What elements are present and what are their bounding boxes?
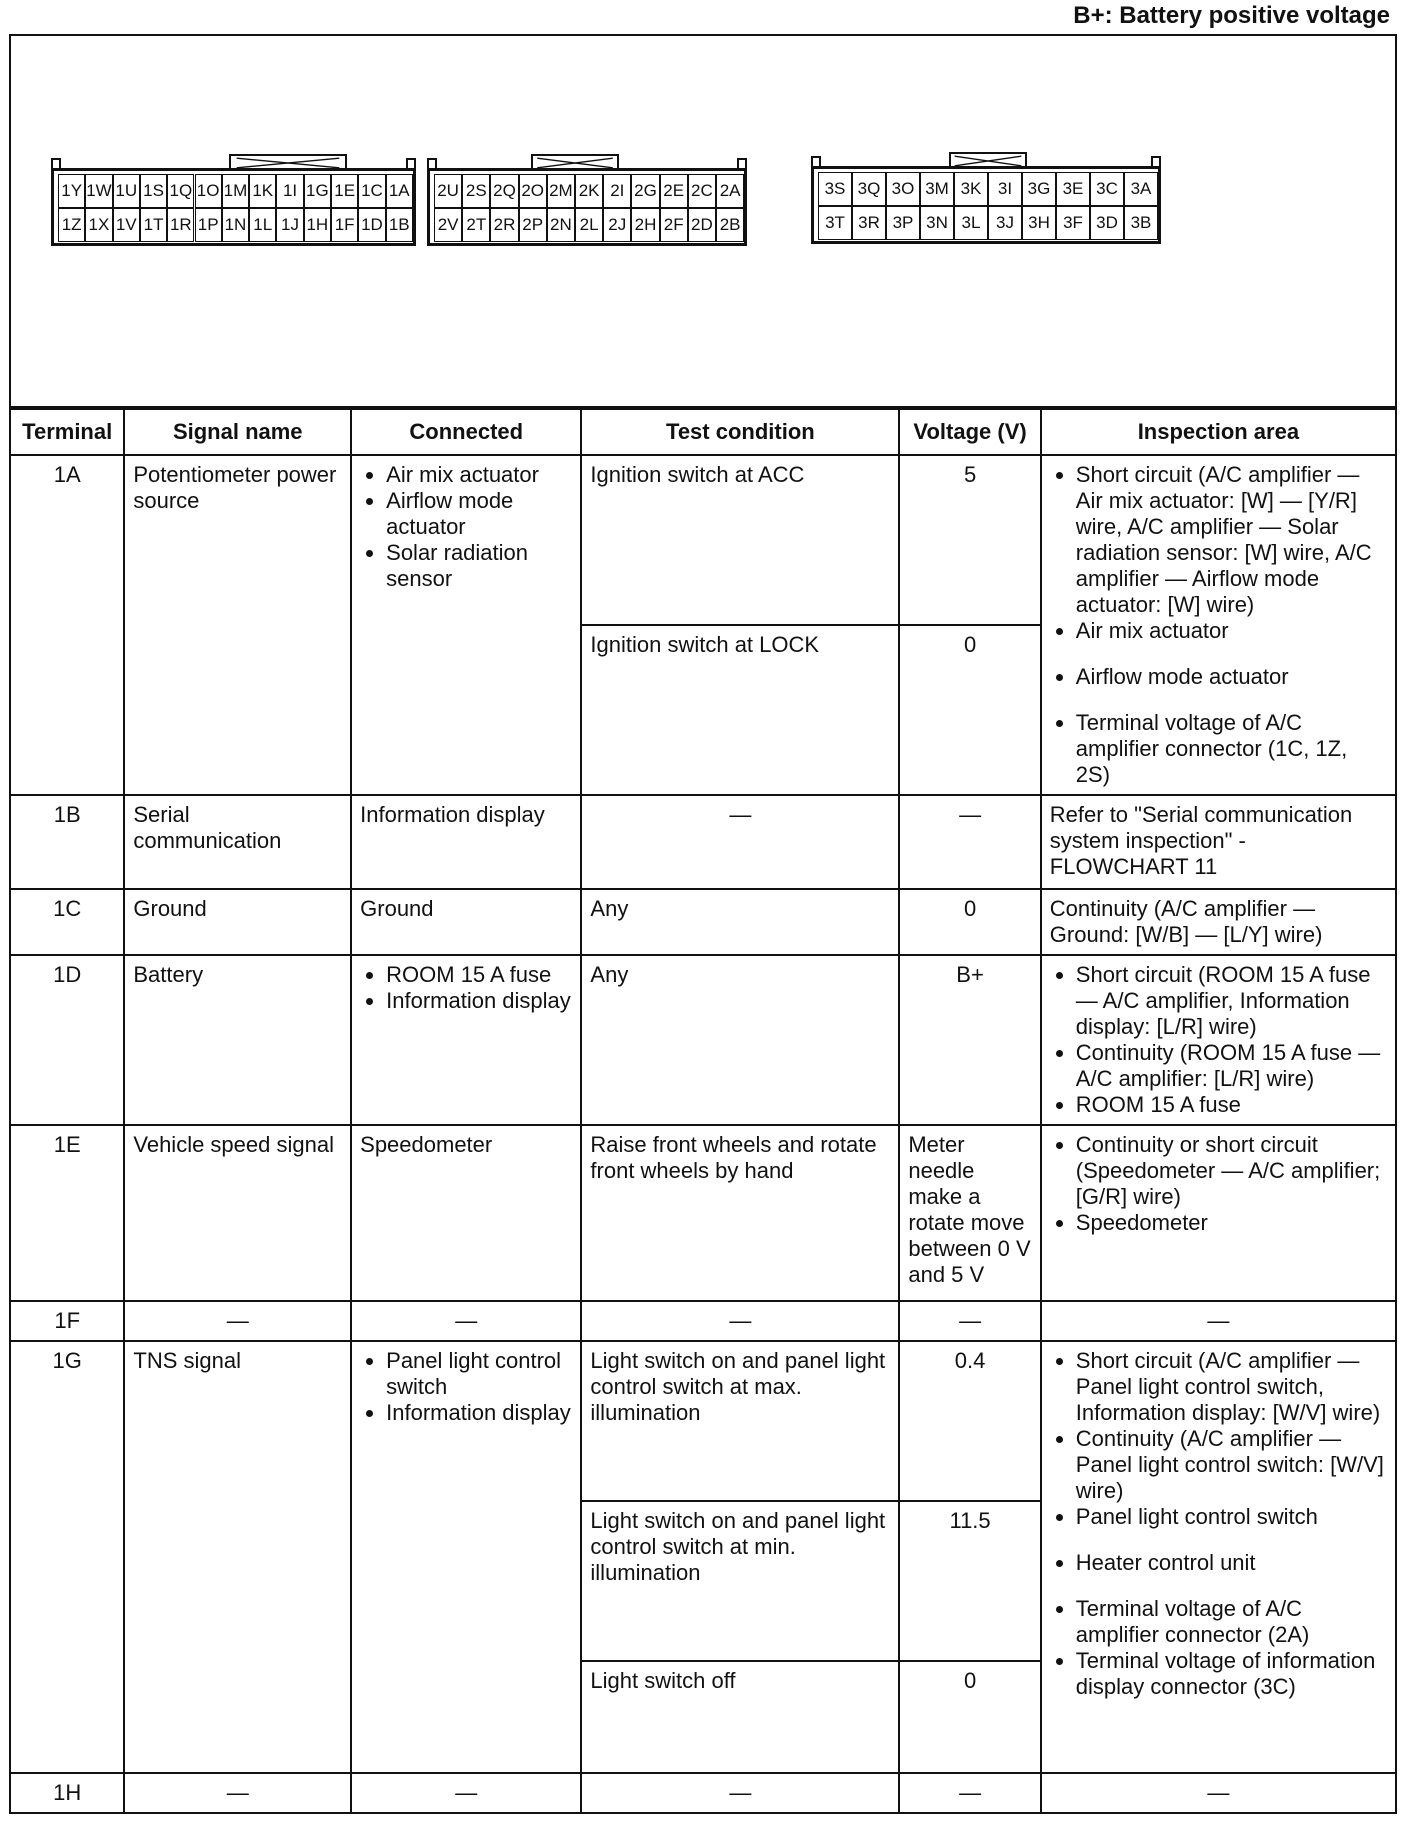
connector-pin: 2B: [716, 208, 744, 242]
list-item: • Heater control unit: [1076, 1550, 1387, 1576]
signal-cell: Potentiometer power source: [124, 455, 351, 795]
condition-cell: Light switch on and panel light control switch at max. illumination: [581, 1341, 899, 1501]
list-item: • Continuity (ROOM 15 A fuse — A/C amplifier: [L/R] wire): [1076, 1040, 1387, 1092]
connector-pin: 1M: [222, 174, 249, 208]
voltage-cell: 11.5: [899, 1501, 1040, 1661]
voltage-cell: —: [899, 1773, 1040, 1813]
inspection-cell: —: [1041, 1301, 1395, 1341]
connector-pin: 3H: [1022, 206, 1056, 240]
signal-cell: —: [124, 1301, 351, 1341]
list-item: • Airflow mode actuator: [386, 488, 572, 540]
connector-pin: 1K: [249, 174, 276, 208]
inspection-cell: —: [1041, 1773, 1395, 1813]
connector-pin: 1B: [386, 208, 413, 242]
connector-pin: 2N: [547, 208, 575, 242]
voltage-cell: B+: [899, 955, 1040, 1125]
terminal-cell: 1B: [11, 795, 124, 889]
condition-cell: Ignition switch at LOCK: [581, 625, 899, 795]
connector-pin: 3A: [1124, 172, 1158, 206]
connector-3: [811, 152, 1161, 244]
list-item: • Short circuit (A/C amplifier — Panel light control switch, Information display: [W/V] wire): [1076, 1348, 1387, 1426]
connector-pin: 2J: [603, 208, 631, 242]
table-header-row: [11, 409, 1395, 455]
connector-pin: 1A: [386, 174, 413, 208]
connector-pin: 2H: [631, 208, 659, 242]
voltage-cell: 0.4: [899, 1341, 1040, 1501]
condition-cell: Light switch on and panel light control switch at min. illumination: [581, 1501, 899, 1661]
inspection-cell: [1041, 955, 1395, 1125]
table-row: [11, 1125, 1395, 1301]
connected-cell: [351, 1341, 581, 1773]
connector-pin: 3Q: [852, 172, 886, 206]
inspection-cell: [1041, 455, 1395, 795]
header-note: B+: Battery positive voltage: [1073, 2, 1390, 29]
list-item: • Continuity (A/C amplifier — Panel light control switch: [W/V] wire): [1076, 1426, 1387, 1504]
list-item: • Airflow mode actuator: [1076, 664, 1387, 690]
connector-pin: 1T: [140, 208, 167, 242]
connector-pin: 2M: [547, 174, 575, 208]
signal-cell: —: [124, 1773, 351, 1813]
list-item: • Terminal voltage of A/C amplifier connector (2A): [1076, 1596, 1387, 1648]
connector-pin: 1J: [276, 208, 303, 242]
connector-pin: 2O: [519, 174, 547, 208]
connected-cell: [351, 955, 581, 1125]
terminal-cell: 1C: [11, 889, 124, 955]
condition-cell: —: [581, 795, 899, 889]
list-item: • Terminal voltage of A/C amplifier connector (1C, 1Z, 2S): [1076, 710, 1387, 788]
connector-pin: 3E: [1056, 172, 1090, 206]
connector-pin: 2L: [575, 208, 603, 242]
terminal-cell: 1D: [11, 955, 124, 1125]
header-voltage: Voltage (V): [899, 409, 1040, 455]
list-item: • Short circuit (ROOM 15 A fuse — A/C amplifier, Information display: [L/R] wire): [1076, 962, 1387, 1040]
connector-body: [811, 166, 1161, 244]
connector-pin: 1N: [222, 208, 249, 242]
list-item: • Panel light control switch: [386, 1348, 572, 1400]
connector-pin: 1U: [113, 174, 140, 208]
connector-pin: 3R: [852, 206, 886, 240]
connector-pin: 3D: [1090, 206, 1124, 240]
list-item: • ROOM 15 A fuse: [1076, 1092, 1387, 1118]
connector-pin: 1X: [85, 208, 112, 242]
connector-pin: 2E: [660, 174, 688, 208]
list-item: • Air mix actuator: [1076, 618, 1387, 644]
connector-pin: 1S: [140, 174, 167, 208]
list-item: • Terminal voltage of information display connector (3C): [1076, 1648, 1387, 1700]
connector-pin: 3N: [920, 206, 954, 240]
connector-pin: 1D: [358, 208, 385, 242]
inspection-cell: [1041, 1341, 1395, 1773]
header-signal-name: Signal name: [124, 409, 351, 455]
connected-cell: Speedometer: [351, 1125, 581, 1301]
voltage-cell: 0: [899, 1661, 1040, 1773]
connector-pin: 2A: [716, 174, 744, 208]
list-item: • Information display: [386, 1400, 572, 1426]
connector-pin: 1I: [276, 174, 303, 208]
connector-pin: 1H: [304, 208, 331, 242]
connector-pin: 1F: [331, 208, 358, 242]
connector-pin: 2U: [434, 174, 462, 208]
voltage-cell: —: [899, 1301, 1040, 1341]
connector-pin: 2Q: [490, 174, 518, 208]
connector-diagram: [11, 36, 1395, 408]
connector-pin: 3F: [1056, 206, 1090, 240]
list-item: • ROOM 15 A fuse: [386, 962, 572, 988]
connector-pin: 1O: [195, 174, 222, 208]
inspection-cell: Refer to "Serial communication system inspection" - FLOWCHART 11: [1041, 795, 1395, 889]
connector-pin: 2G: [631, 174, 659, 208]
condition-cell: —: [581, 1773, 899, 1813]
terminal-cell: 1F: [11, 1301, 124, 1341]
connected-cell: Ground: [351, 889, 581, 955]
table-row: [11, 455, 1395, 625]
signal-cell: Serial communication: [124, 795, 351, 889]
header-terminal: Terminal: [11, 409, 124, 455]
list-item: • Solar radiation sensor: [386, 540, 572, 592]
connector-pin: 2R: [490, 208, 518, 242]
connector-pin: 1V: [113, 208, 140, 242]
signal-cell: Battery: [124, 955, 351, 1125]
connector-body: [427, 168, 747, 246]
connected-cell: [351, 455, 581, 795]
connector-pin: 2V: [434, 208, 462, 242]
connector-body: [51, 168, 416, 246]
terminal-cell: 1G: [11, 1341, 124, 1773]
condition-cell: Any: [581, 955, 899, 1125]
connected-cell: —: [351, 1773, 581, 1813]
connector-pin: 1W: [85, 174, 112, 208]
list-item: • Information display: [386, 988, 572, 1014]
table-row: [11, 1773, 1395, 1813]
list-item: • Air mix actuator: [386, 462, 572, 488]
terminal-cell: 1E: [11, 1125, 124, 1301]
terminal-cell: 1H: [11, 1773, 124, 1813]
connector-pin: 3C: [1090, 172, 1124, 206]
connector-pin: 3O: [886, 172, 920, 206]
table-row: [11, 795, 1395, 889]
connector-pin: 1L: [249, 208, 276, 242]
connector-pin: 2F: [660, 208, 688, 242]
connector-pin: 3T: [818, 206, 852, 240]
connector-pin: 3M: [920, 172, 954, 206]
connector-pin: 1Y: [58, 174, 85, 208]
connected-cell: Information display: [351, 795, 581, 889]
terminal-table-frame: [9, 34, 1397, 1814]
connector-pin: 3K: [954, 172, 988, 206]
connector-pin: 1R: [167, 208, 194, 242]
header-inspection-area: Inspection area: [1041, 409, 1395, 455]
connected-cell: —: [351, 1301, 581, 1341]
voltage-cell: 0: [899, 889, 1040, 955]
connector-2: [427, 154, 747, 246]
condition-cell: Ignition switch at ACC: [581, 455, 899, 625]
list-item: • Speedometer: [1076, 1210, 1387, 1236]
condition-cell: —: [581, 1301, 899, 1341]
header-test-condition: Test condition: [581, 409, 899, 455]
list-item: • Panel light control switch: [1076, 1504, 1387, 1530]
list-item: • Continuity or short circuit (Speedometer — A/C amplifier; [G/R] wire): [1076, 1132, 1387, 1210]
connector-pin: 2S: [462, 174, 490, 208]
signal-cell: Ground: [124, 889, 351, 955]
connector-pin: 2I: [603, 174, 631, 208]
condition-cell: Raise front wheels and rotate front wheels by hand: [581, 1125, 899, 1301]
connector-1: [51, 154, 416, 246]
connector-pin: 3L: [954, 206, 988, 240]
connector-pin: 2P: [519, 208, 547, 242]
connector-pin: 2C: [688, 174, 716, 208]
connector-pin: 1E: [331, 174, 358, 208]
table-row: [11, 1341, 1395, 1501]
signal-cell: Vehicle speed signal: [124, 1125, 351, 1301]
terminal-table: [11, 408, 1395, 1814]
voltage-cell: —: [899, 795, 1040, 889]
connector-pin: 3B: [1124, 206, 1158, 240]
connector-pin: 3G: [1022, 172, 1056, 206]
terminal-cell: 1A: [11, 455, 124, 795]
table-row: [11, 1301, 1395, 1341]
connector-pin: 2K: [575, 174, 603, 208]
voltage-cell: Meter needle make a rotate move between 0 V and 5 V: [899, 1125, 1040, 1301]
list-item: • Short circuit (A/C amplifier — Air mix actuator: [W] — [Y/R] wire, A/C amplifier — Solar radiation sensor: [W] wire, A/C amplifier — Airflow mode actuator: [W] wire): [1076, 462, 1387, 618]
connector-pin: 3I: [988, 172, 1022, 206]
connector-pin: 2T: [462, 208, 490, 242]
table-row: [11, 955, 1395, 1125]
voltage-cell: 5: [899, 455, 1040, 625]
header-connected: Connected: [351, 409, 581, 455]
connector-pin: 3J: [988, 206, 1022, 240]
condition-cell: Any: [581, 889, 899, 955]
inspection-cell: Continuity (A/C amplifier — Ground: [W/B] — [L/Y] wire): [1041, 889, 1395, 955]
inspection-cell: [1041, 1125, 1395, 1301]
voltage-cell: 0: [899, 625, 1040, 795]
connector-pin: 1G: [304, 174, 331, 208]
connector-pin: 1Z: [58, 208, 85, 242]
connector-pin: 3P: [886, 206, 920, 240]
connector-pin: 3S: [818, 172, 852, 206]
connector-pin: 2D: [688, 208, 716, 242]
condition-cell: Light switch off: [581, 1661, 899, 1773]
connector-pin: 1C: [358, 174, 385, 208]
table-row: [11, 889, 1395, 955]
connector-pin: 1Q: [167, 174, 194, 208]
signal-cell: TNS signal: [124, 1341, 351, 1773]
connector-pin: 1P: [195, 208, 222, 242]
